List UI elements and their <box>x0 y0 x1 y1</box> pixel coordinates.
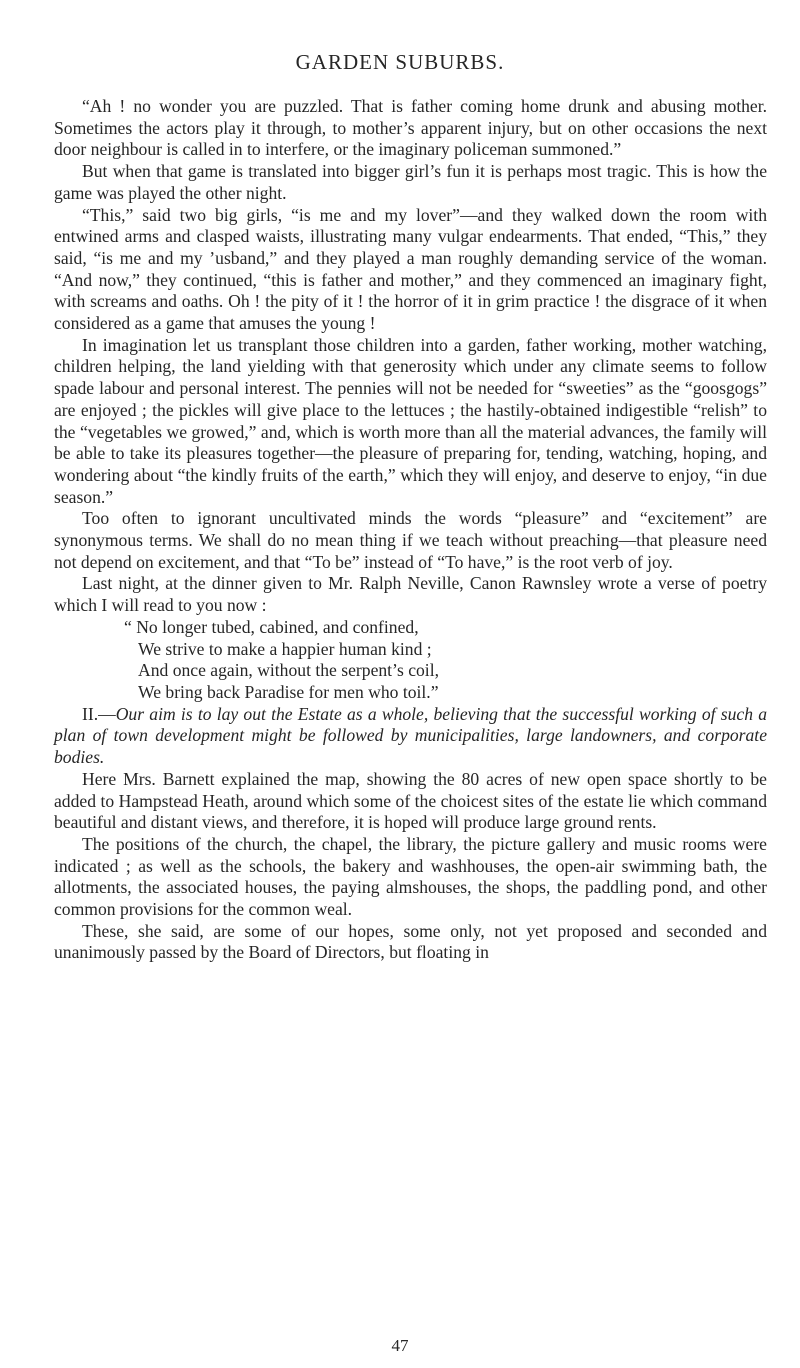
paragraph: Too often to ignorant uncultivated minds the words “pleasure” and “excitement” are synonymous terms. We shall do no mean thing if we teach without preaching—that pleasure need not depend on excitement, and that “To be” instead of “To have,” is the root verb of joy. <box>54 508 767 572</box>
paragraph: Here Mrs. Barnett explained the map, showing the 80 acres of new open space shortly to be added to Hampstead Heath, around which some of the choicest sites of the estate lie which command beautiful and distant views, and therefore, it is hoped will produce large ground rents. <box>54 768 767 833</box>
section-text: Our aim is to lay out the Estate as a whole, believing that the successful working of such a plan of town development might be followed by municipalities, large landowners, and corporate bodies. <box>54 703 767 768</box>
verse-line: “ No longer tubed, cabined, and confined, <box>124 616 419 637</box>
paragraph: These, she said, are some of our hopes, some only, not yet proposed and seconded and unanimously passed by the Board of Directors, but floating in <box>54 920 767 963</box>
paragraph: “This,” said two big girls, “is me and my lover”—and they walked down the room with entwined arms and clasped waists, illustrating many vulgar endearments. That ended, “This,” they said, “is me and my ’usband,” and they played a man roughly demanding service of the woman. “And now,” they continued, “this is father and mother,” and they commenced an imaginary fight, with screams and oaths. Oh ! the pity of it ! the horror of it in grim practice ! the disgrace of it when considered as a game that amuses the young ! <box>54 204 767 334</box>
running-header: GARDEN SUBURBS. <box>295 50 505 74</box>
paragraph: But when that game is translated into bigger girl’s fun it is perhaps most tragic. This is how the game was played the other night. <box>54 161 767 203</box>
verse-line: And once again, without the serpent’s coil, <box>138 660 439 681</box>
paragraph: In imagination let us transplant those children into a garden, father working, mother watching, children helping, the land yielding with that generosity which under any climate seems to follow spade labour and personal interest. The pennies will not be needed for “sweeties” as the “goosgogs” are enjoyed ; the pickles will give place to the lettuces ; the hastily-obtained indigestible “relish” to the “vegetables we growed,” and, which is worth more than all the material advances, the family will be able to take its pleasures together—the pleasure of preparing for, tending, watching, hoping, and wondering about “the kindly fruits of the earth,” which they will enjoy, and deserve to enjoy, “in due season.” <box>54 334 767 507</box>
paragraph: “Ah ! no wonder you are puzzled. That is father coming home drunk and abusing mother. Sometimes the actors play it through, to mother’s apparent injury, but on other occasions the next door neighbour is called in to interfere, or the imaginary policeman summoned.” <box>54 96 767 160</box>
body-text <box>54 96 767 964</box>
section-heading <box>54 704 767 769</box>
verse-block <box>124 616 767 704</box>
paragraph: The positions of the church, the chapel, the library, the picture gallery and music rooms were indicated ; as well as the schools, the bakery and washhouses, the open-air swimming bath, the allotments, the associated houses, the paying almshouses, the shops, the paddling pond, and other common provisions for the common weal. <box>54 833 767 920</box>
section-number: II.— <box>82 703 116 724</box>
paragraph: Last night, at the dinner given to Mr. Ralph Neville, Canon Rawnsley wrote a verse of poetry which I will read to you now : <box>54 573 767 616</box>
page-number: 47 <box>391 1336 409 1355</box>
verse-line: We strive to make a happier human kind ; <box>138 638 432 659</box>
verse-line: We bring back Paradise for men who toil.” <box>138 681 439 702</box>
